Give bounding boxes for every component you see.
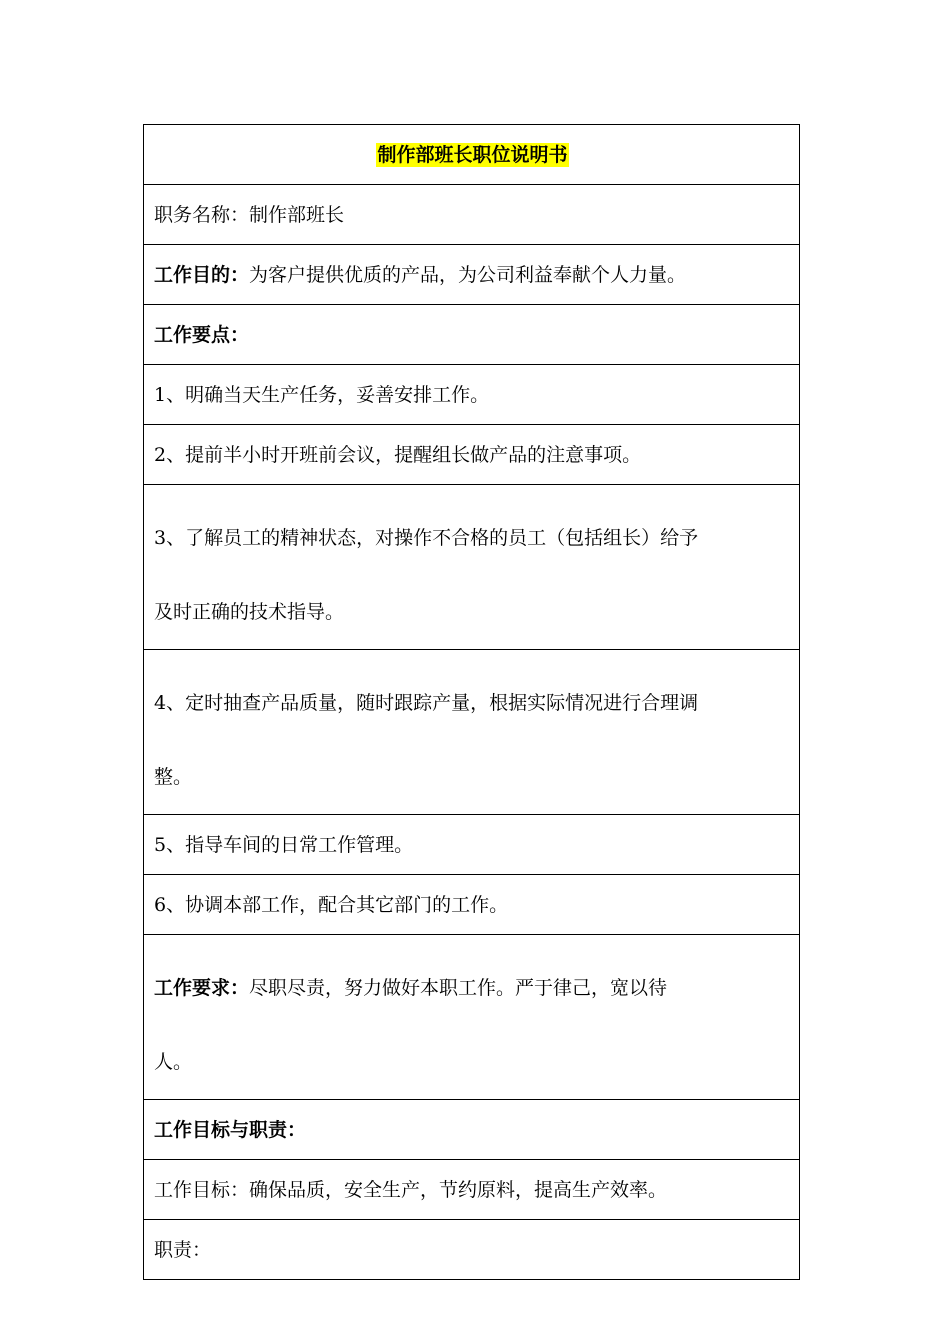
key-points-label: 工作要点：	[154, 323, 250, 346]
purpose-cell	[144, 245, 800, 305]
point-1-row	[144, 365, 800, 425]
purpose-text: 为客户提供优质的产品，为公司利益奉献个人力量。	[249, 263, 687, 286]
requirement-text-1: 尽职尽责，努力做好本职工作。严于律己，宽以待	[249, 977, 668, 999]
document-title: 制作部班长职位说明书	[377, 143, 568, 166]
point-1-cell: 1、明确当天生产任务，妥善安排工作。	[144, 365, 800, 425]
point-4-row	[144, 650, 800, 815]
requirement-line-2: 人。	[154, 1051, 193, 1073]
point-4-cell	[144, 650, 800, 815]
goals-label-row	[144, 1100, 800, 1160]
key-points-row	[144, 305, 800, 365]
requirement-line-1	[154, 951, 791, 1025]
point-4-line-1: 4、定时抽查产品质量，随时跟踪产量，根据实际情况进行合理调	[154, 692, 699, 714]
duties-cell: 职责：	[144, 1220, 800, 1280]
point-3-line-2: 及时正确的技术指导。	[154, 601, 345, 623]
title-cell	[144, 125, 800, 185]
title-row	[144, 125, 800, 185]
position-name-cell: 职务名称：制作部班长	[144, 185, 800, 245]
point-5-cell: 5、指导车间的日常工作管理。	[144, 815, 800, 875]
goals-label: 工作目标与职责：	[154, 1118, 307, 1141]
point-5-row	[144, 815, 800, 875]
point-4-line-2: 整。	[154, 766, 193, 788]
goals-cell: 工作目标：确保品质，安全生产，节约原料，提高生产效率。	[144, 1160, 800, 1220]
position-name-row	[144, 185, 800, 245]
key-points-cell	[144, 305, 800, 365]
point-2-cell: 2、提前半小时开班前会议，提醒组长做产品的注意事项。	[144, 425, 800, 485]
requirement-cell	[144, 935, 800, 1100]
requirement-row	[144, 935, 800, 1100]
goals-row	[144, 1160, 800, 1220]
duties-row	[144, 1220, 800, 1280]
job-description-table	[143, 124, 800, 1280]
point-3-row	[144, 485, 800, 650]
point-6-row	[144, 875, 800, 935]
purpose-row	[144, 245, 800, 305]
purpose-label: 工作目的：	[154, 263, 250, 286]
point-2-row	[144, 425, 800, 485]
point-6-cell: 6、协调本部工作，配合其它部门的工作。	[144, 875, 800, 935]
requirement-label: 工作要求：	[154, 977, 250, 999]
point-3-cell	[144, 485, 800, 650]
point-3-line-1: 3、了解员工的精神状态，对操作不合格的员工（包括组长）给予	[154, 527, 699, 549]
goals-label-cell	[144, 1100, 800, 1160]
